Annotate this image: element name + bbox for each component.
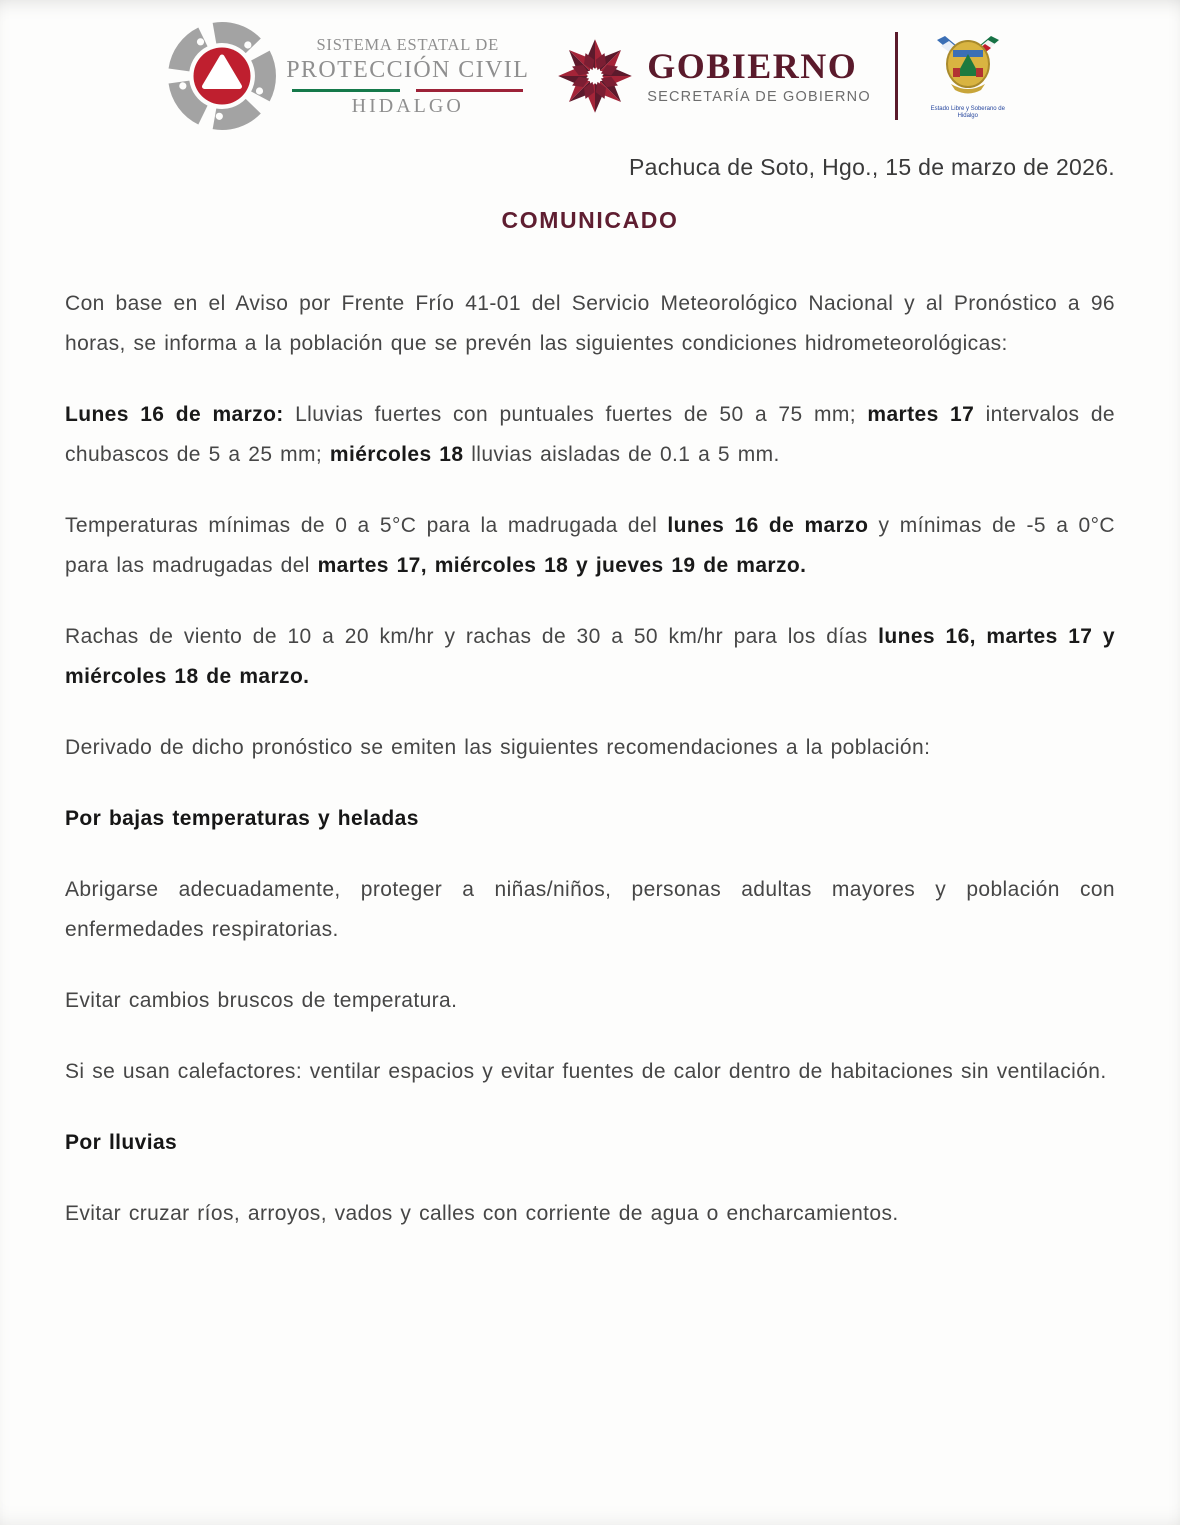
text-run: Con base en el Aviso por Frente Frío 41-01 del Servicio Meteorológico Nacional y al Pronóstico a 96 horas, se informa a la población que se prevén las siguientes condiciones hidrometeorológicas:: [65, 292, 1115, 355]
heading-cold-temperatures: Por bajas temperaturas y heladas: [65, 807, 419, 830]
state-coat-of-arms: [922, 32, 1014, 121]
hidalgo-coat-of-arms-icon: [925, 32, 1011, 100]
text-run: Evitar cruzar ríos, arroyos, vados y calles con corriente de agua o encharcamientos.: [65, 1202, 899, 1225]
paragraph-recommendations-intro: [65, 728, 1115, 768]
text-run: lluvias aisladas de 0.1 a 5 mm.: [463, 443, 780, 466]
text-run: intervalos de chubascos de 5 a 25 mm;: [65, 403, 1115, 466]
cp-flag-rule: [292, 89, 523, 92]
text-run: y mínimas de -5 a 0°C para las madrugadas del: [65, 514, 1115, 577]
civil-protection-wordmark: [286, 35, 529, 118]
paragraph-rain-forecast: [65, 395, 1115, 475]
paragraph-avoid-crossing-rivers: [65, 1194, 1115, 1234]
cp-line-hidalgo: HIDALGO: [351, 94, 464, 117]
text-run: Rachas de viento de 10 a 20 km/hr y rachas de 30 a 50 km/hr para los días: [65, 625, 879, 648]
paragraph-heaters: [65, 1052, 1115, 1092]
text-run-bold: miércoles 18: [329, 443, 464, 466]
paragraph-intro: [65, 284, 1115, 364]
gobierno-title: GOBIERNO: [647, 45, 858, 86]
text-run-bold: martes 17, miércoles 18 y jueves 19 de marzo.: [317, 554, 807, 577]
government-logo: [555, 36, 871, 116]
secretaria-subtitle: SECRETARÍA DE GOBIERNO: [647, 88, 871, 105]
government-wordmark: [647, 45, 871, 105]
paragraph-temperatures: [65, 506, 1115, 586]
paragraph-wind: [65, 617, 1115, 697]
header-divider: [895, 32, 898, 120]
text-run: Derivado de dicho pronóstico se emiten las siguientes recomendaciones a la población:: [65, 736, 931, 759]
cp-line-proteccion-civil: PROTECCIÓN CIVIL: [286, 56, 530, 83]
text-run: Abrigarse adecuadamente, proteger a niñas/niños, personas adultas mayores y población con enfermedades respiratorias.: [65, 878, 1115, 941]
green-rule: [292, 89, 400, 92]
date-line: Pachuca de Soto, Hgo., 15 de marzo de 2026.: [629, 154, 1115, 180]
text-run: Temperaturas mínimas de 0 a 5°C para la madrugada del: [65, 514, 668, 537]
coat-of-arms-caption: Estado Libre y Soberano de Hidalgo: [930, 105, 1005, 119]
civil-protection-emblem-icon: [166, 20, 278, 132]
text-run-bold: lunes 16 de marzo: [667, 514, 869, 537]
document-header: [0, 0, 1180, 132]
civil-protection-logo: [166, 20, 529, 132]
red-rule: [416, 89, 524, 92]
text-run: Lluvias fuertes con puntuales fuertes de 50 a 75 mm;: [295, 403, 868, 426]
text-run-bold: martes 17: [867, 403, 975, 426]
page-title: COMUNICADO: [501, 207, 679, 233]
government-star-icon: [555, 36, 635, 116]
text-run-bold: lunes 16, martes 17 y miércoles 18 de marzo.: [65, 625, 1115, 688]
paragraph-dress-warm: [65, 870, 1115, 950]
document-body: [65, 284, 1115, 1234]
text-run-bold: Lunes 16 de marzo:: [65, 403, 296, 426]
text-run: Evitar cambios bruscos de temperatura.: [65, 989, 458, 1012]
paragraph-avoid-temp-changes: [65, 981, 1115, 1021]
heading-rain: Por lluvias: [65, 1131, 178, 1154]
text-run: Si se usan calefactores: ventilar espacios y evitar fuentes de calor dentro de habitaciones sin ventilación.: [65, 1060, 1107, 1083]
cp-line-sistema: SISTEMA ESTATAL DE: [316, 34, 500, 54]
